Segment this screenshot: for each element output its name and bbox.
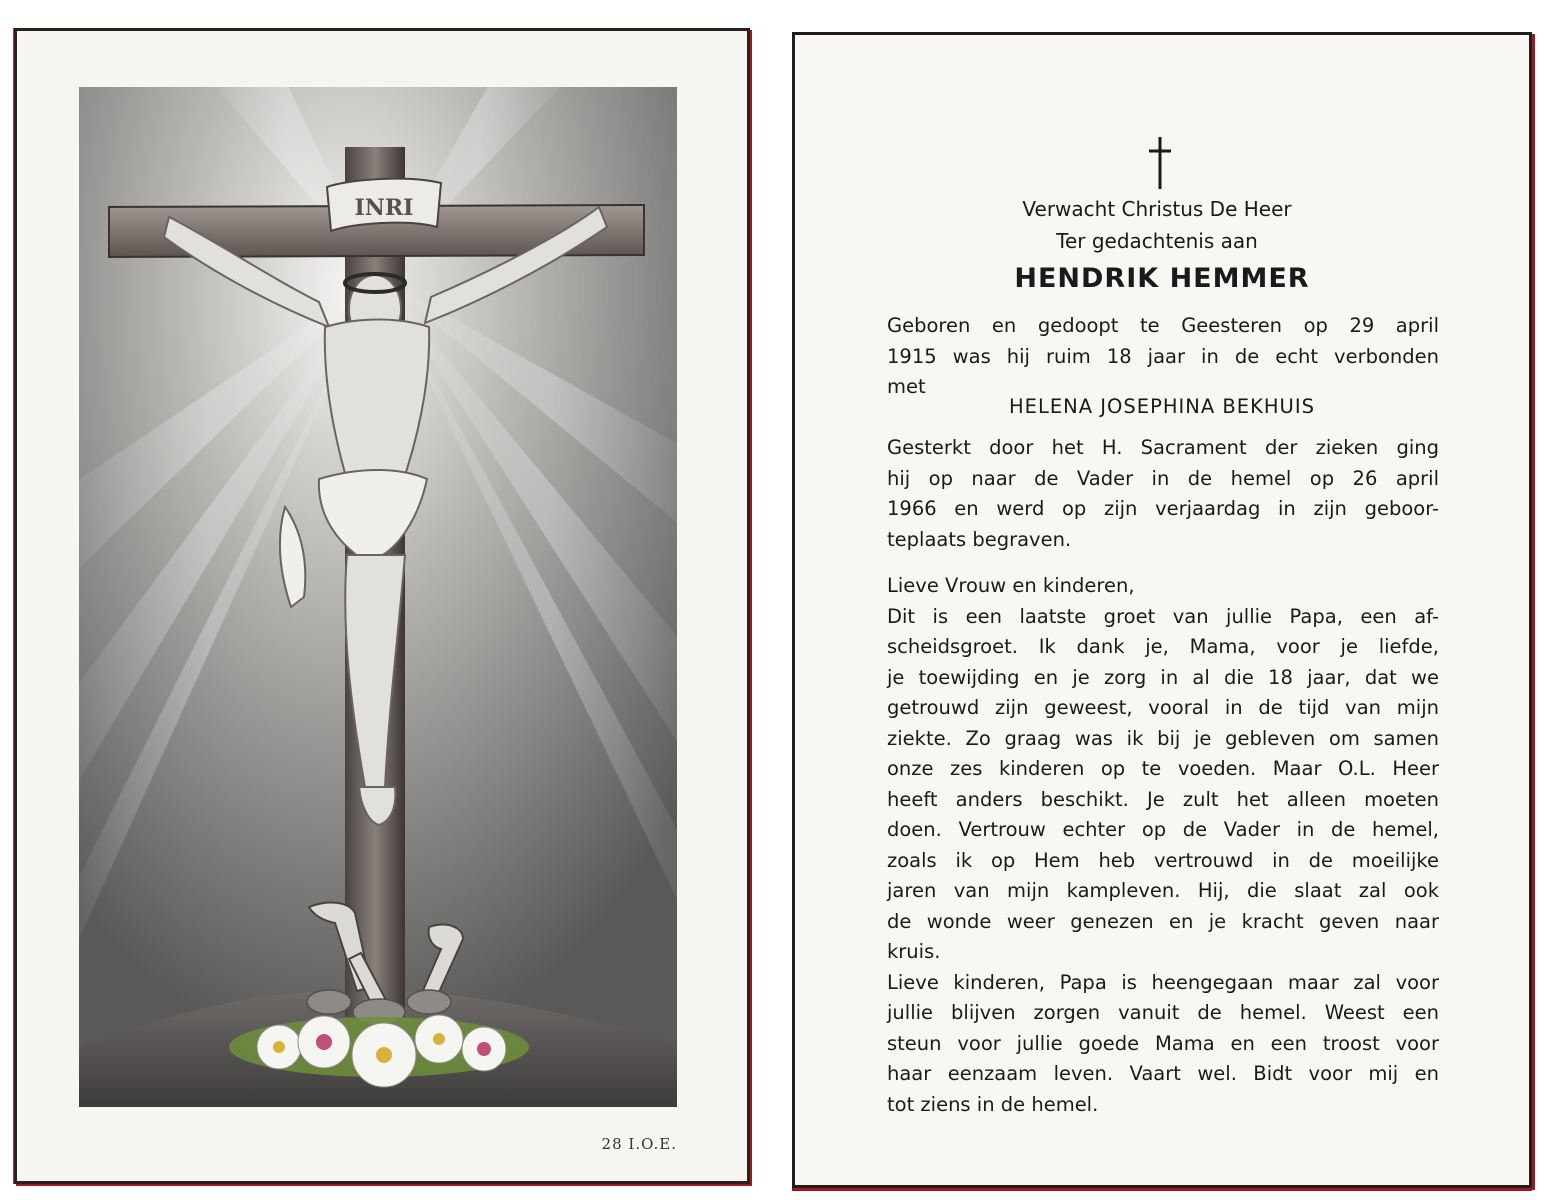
birth-line: met	[887, 375, 926, 398]
birth-line: Geboren en gedoopt te Geesteren op 29 april	[887, 314, 1439, 337]
death-line: 1966 en werd op zijn verjaardag in zijn geboor-	[887, 497, 1439, 520]
birth-line: 1915 was hij ruim 18 jaar in de echt verbonden	[887, 344, 1439, 368]
letter-line: onze zes kinderen op te voeden. Maar O.L. Heer	[887, 757, 1439, 780]
letter-line: tot ziens in de hemel.	[887, 1092, 1099, 1116]
memorial-card-front	[14, 28, 750, 1184]
death-line: teplaats begraven.	[887, 527, 1072, 551]
intro-line-1: Verwacht Christus De Heer	[1022, 197, 1292, 221]
letter-line: scheidsgroet. Ik dank je, Mama, voor je liefde,	[887, 635, 1439, 658]
letter-line: jaren van mijn kampleven. Hij, die slaat zal ook	[887, 879, 1439, 902]
intro-line-2: Ter gedachtenis aan	[1056, 229, 1258, 253]
letter-line: kruis.	[887, 940, 941, 963]
farewell-letter	[887, 571, 1439, 1120]
letter-line: ziekte. Zo graag was ik bij je gebleven om samen	[887, 726, 1439, 750]
letter-line: je toewijding en je zorg in al die 18 jaar, dat we	[887, 665, 1439, 689]
death-line: hij op naar de Vader in de hemel op 26 april	[887, 466, 1439, 490]
crucifix-illustration	[79, 87, 677, 1107]
death-line: Gesterkt door het H. Sacrament der zieken ging	[887, 436, 1439, 459]
letter-line: Lieve Vrouw en kinderen,	[887, 574, 1135, 597]
letter-line: zoals ik op Hem heb vertrouwd in de moeilijke	[887, 848, 1439, 872]
letter-line: Dit is een laatste groet van jullie Papa, een af-	[887, 604, 1439, 628]
letter-line: heeft anders beschikt. Je zult het alleen moeten	[887, 787, 1439, 811]
memorial-card-back	[792, 32, 1532, 1188]
spouse-name: HELENA JOSEPHINA BEKHUIS	[1009, 395, 1315, 418]
letter-line: doen. Vertrouw echter op de Vader in de hemel,	[887, 818, 1439, 841]
birth-paragraph	[887, 311, 1439, 403]
letter-line: getrouwd zijn geweest, vooral in de tijd van mijn	[887, 696, 1439, 719]
letter-line: haar eenzaam leven. Vaart wel. Bidt voor mij en	[887, 1062, 1439, 1085]
crucifix-icon	[79, 87, 677, 1107]
letter-line: Lieve kinderen, Papa is heengegaan maar zal voor	[887, 970, 1439, 994]
inri-inscription: INRI	[354, 195, 414, 221]
printer-code: 28 I.O.E.	[601, 1135, 677, 1153]
letter-line: jullie blijven zorgen vanuit de hemel. Weest een	[887, 1001, 1439, 1024]
cross-icon	[1145, 135, 1175, 191]
death-paragraph	[887, 433, 1439, 555]
letter-line: de wonde weer genezen en je kracht geven naar	[887, 909, 1439, 933]
letter-line: steun voor jullie goede Mama en een troost voor	[887, 1031, 1439, 1055]
deceased-name: HENDRIK HEMMER	[1014, 263, 1310, 294]
